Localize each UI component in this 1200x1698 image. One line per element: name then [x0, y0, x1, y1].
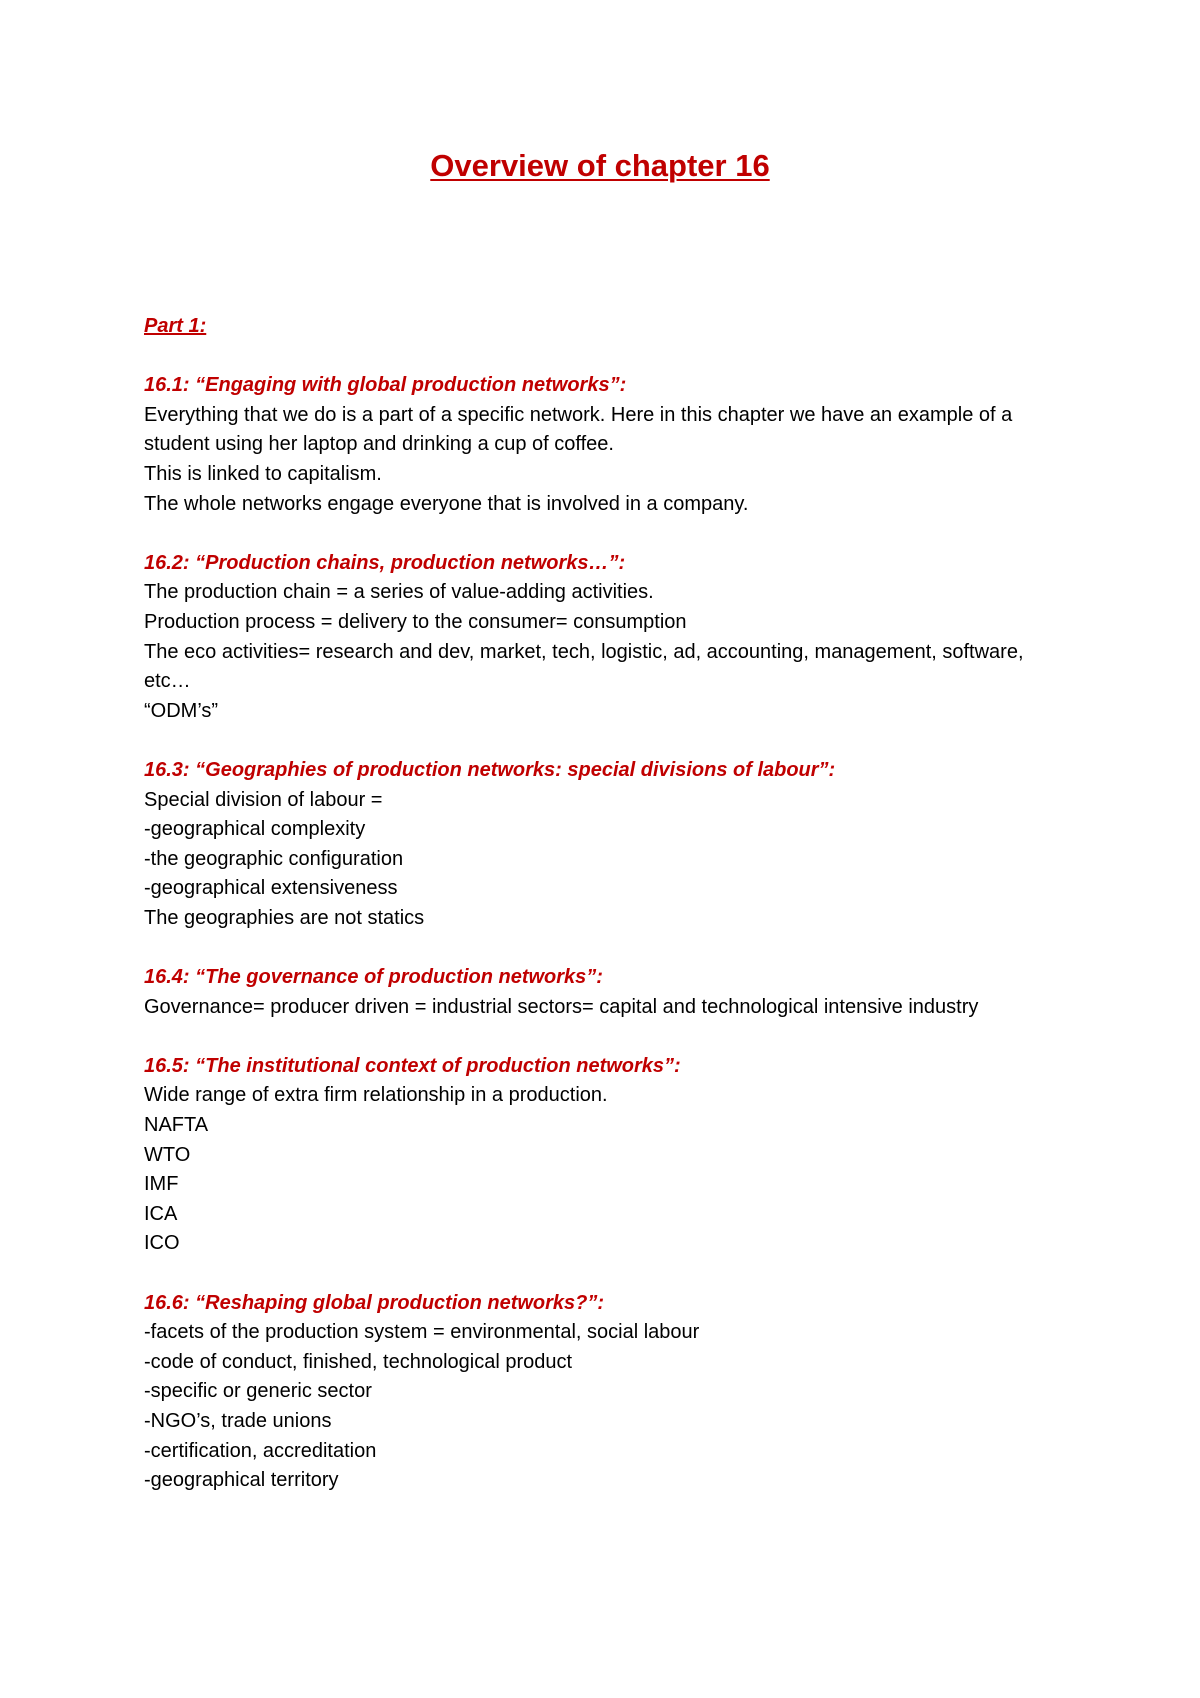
section-16-3: [144, 756, 1064, 934]
section-16-5: [144, 1052, 1064, 1259]
section-text: The eco activities= research and dev, market, tech, logistic, ad, accounting, management, software, etc…: [144, 640, 1030, 693]
document-title: Overview of chapter 16: [430, 148, 770, 183]
section-text: -certification, accreditation: [144, 1439, 377, 1462]
section-text: Everything that we do is a part of a specific network. Here in this chapter we have an example of a student using her laptop and drinking a cup of coffee.: [144, 403, 1018, 456]
section-heading: 16.3: “Geographies of production networks: special divisions of labour”:: [144, 758, 836, 781]
section-text: -facets of the production system = environmental, social labour: [144, 1321, 700, 1344]
section-text: -geographical extensiveness: [144, 877, 398, 900]
section-text: “ODM’s”: [144, 699, 219, 722]
section-text: The geographies are not statics: [144, 906, 425, 929]
section-text: -geographical territory: [144, 1469, 339, 1492]
section-heading: 16.5: “The institutional context of production networks”:: [144, 1054, 681, 1077]
section-text: Governance= producer driven = industrial sectors= capital and technological intensive industry: [144, 995, 979, 1018]
section-16-6: [144, 1289, 1064, 1496]
section-text: WTO: [144, 1143, 191, 1166]
section-text: Production process = delivery to the consumer= consumption: [144, 610, 687, 633]
section-text: -the geographic configuration: [144, 847, 404, 870]
section-text: The whole networks engage everyone that is involved in a company.: [144, 492, 749, 515]
section-text: -code of conduct, finished, technological product: [144, 1350, 573, 1373]
section-text: ICA: [144, 1202, 178, 1225]
section-text: NAFTA: [144, 1114, 209, 1137]
section-text: This is linked to capitalism.: [144, 462, 382, 485]
section-text: IMF: [144, 1173, 179, 1196]
section-heading: 16.4: “The governance of production networks”:: [144, 966, 603, 989]
section-16-4: [144, 963, 1064, 1022]
section-text: Wide range of extra firm relationship in a production.: [144, 1084, 608, 1107]
section-16-2: [144, 549, 1064, 727]
section-text: ICO: [144, 1232, 180, 1255]
document-body: [144, 312, 1064, 1525]
section-16-1: [144, 371, 1064, 519]
section-heading: 16.1: “Engaging with global production networks”:: [144, 374, 627, 397]
section-text: -NGO’s, trade unions: [144, 1409, 332, 1432]
section-text: -geographical complexity: [144, 818, 366, 841]
section-heading: 16.2: “Production chains, production networks…”:: [144, 551, 626, 574]
section-text: The production chain = a series of value-adding activities.: [144, 581, 654, 604]
section-heading: 16.6: “Reshaping global production networks?”:: [144, 1291, 605, 1314]
section-text: -specific or generic sector: [144, 1380, 372, 1403]
part-label: Part 1:: [144, 315, 207, 337]
section-text: Special division of labour =: [144, 788, 383, 811]
